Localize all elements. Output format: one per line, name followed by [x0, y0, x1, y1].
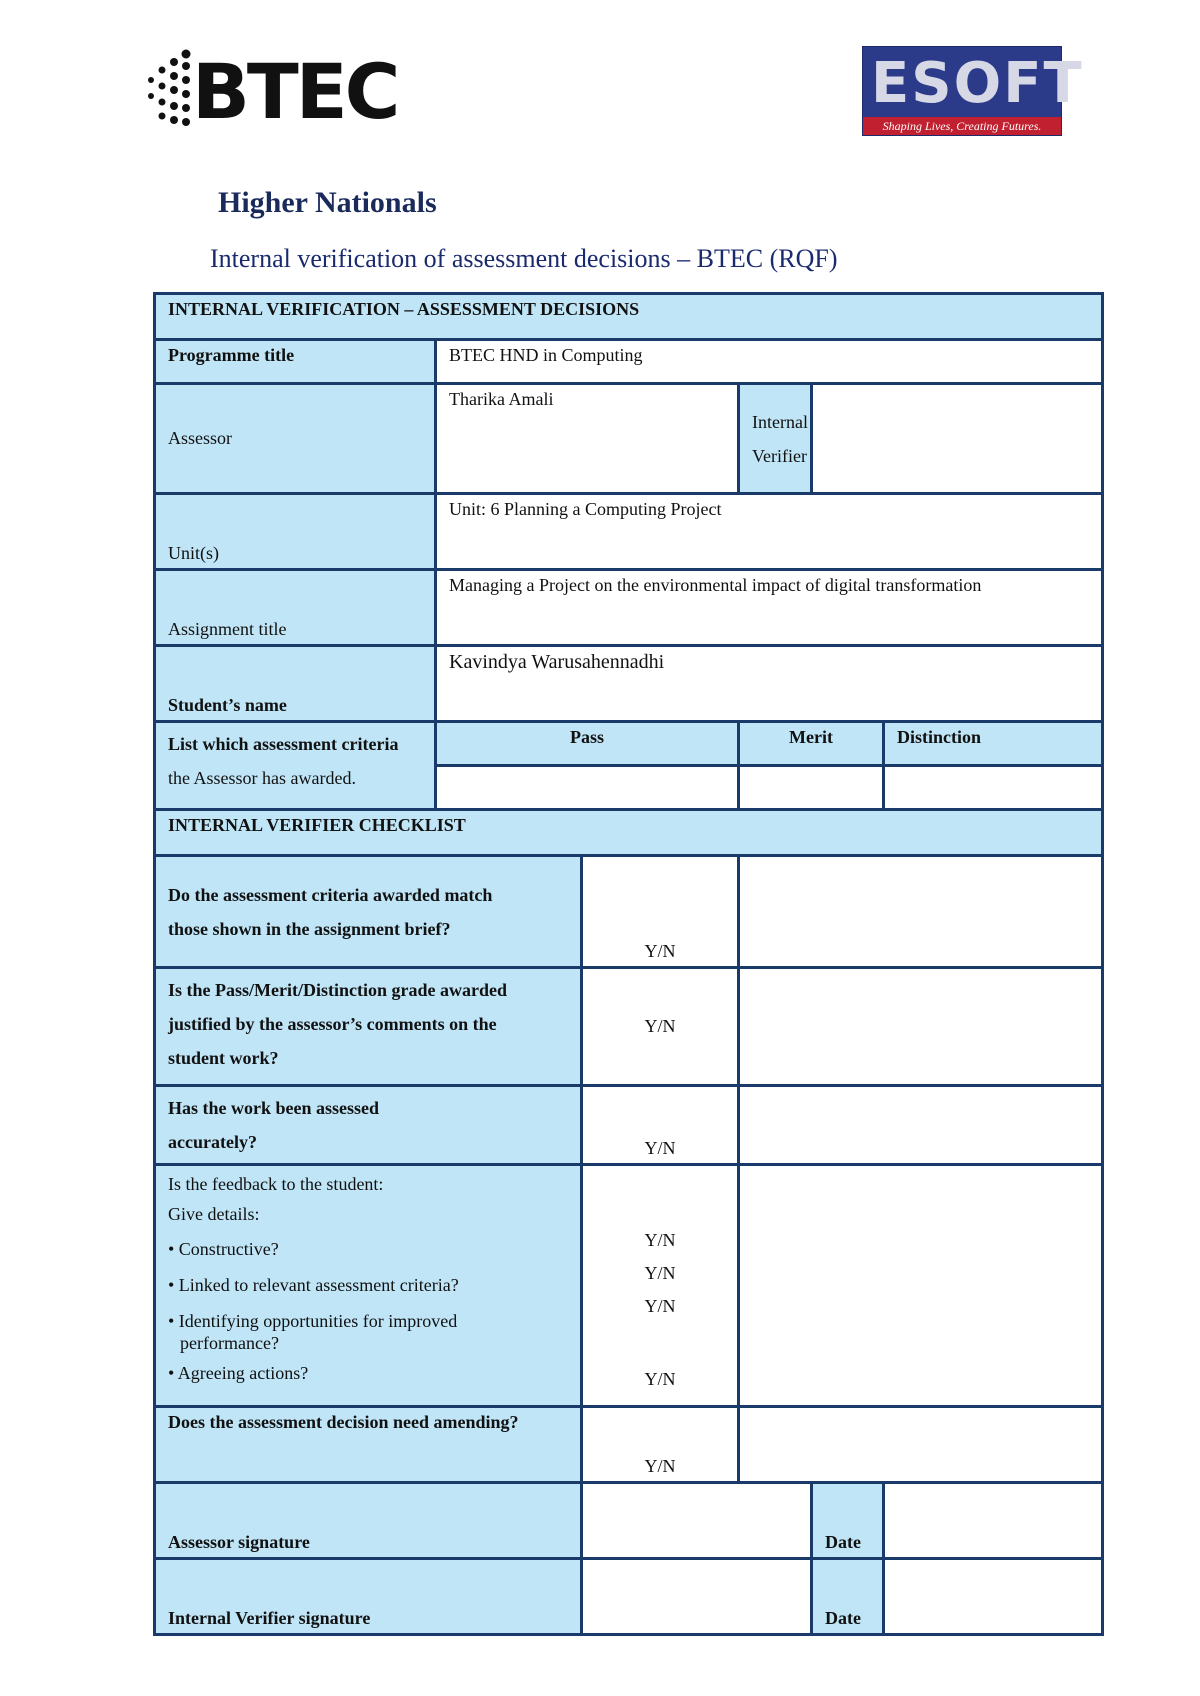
- internal-verifier-date-field[interactable]: [884, 1559, 1103, 1635]
- pass-header: Pass: [436, 722, 739, 766]
- checklist-q2-line2: justified by the assessor’s comments on the: [168, 1014, 497, 1034]
- checklist-q1-comments: [739, 856, 1103, 968]
- distinction-header: Distinction: [884, 722, 1103, 766]
- internal-verifier-label: [739, 384, 812, 494]
- esoft-tagline: Shaping Lives, Creating Futures.: [863, 117, 1061, 135]
- checklist-q4-bullet-identifying-cont: performance?: [180, 1333, 279, 1353]
- section-header-assessment-decisions: INTERNAL VERIFICATION – ASSESSMENT DECISIONS: [155, 294, 1103, 340]
- checklist-q2-label: [155, 968, 582, 1086]
- checklist-q4-bullet-identifying: • Identifying opportunities for improved: [168, 1311, 458, 1331]
- internal-verifier-signature-label: Internal Verifier signature: [155, 1559, 582, 1635]
- assignment-title-value: Managing a Project on the environmental impact of digital transformation: [436, 570, 1103, 646]
- checklist-q5-yn: Y/N: [582, 1407, 739, 1483]
- criteria-awarded-label: [155, 722, 436, 810]
- esoft-logo: [862, 46, 1084, 136]
- internal-verifier-label-line2: Verifier: [752, 445, 807, 466]
- checklist-q4-bullet-agreeing: • Agreeing actions?: [168, 1363, 309, 1383]
- checklist-q1-label: [155, 856, 582, 968]
- assessor-signature-label: Assessor signature: [155, 1483, 582, 1559]
- assessor-label: Assessor: [155, 384, 436, 494]
- assessor-signature-field[interactable]: [582, 1483, 812, 1559]
- checklist-q2-comments: [739, 968, 1103, 1086]
- checklist-q4-bullet-linked: • Linked to relevant assessment criteria?: [168, 1275, 459, 1295]
- checklist-q4-yn-agreeing: Y/N: [644, 1369, 676, 1389]
- checklist-q3-label: [155, 1086, 582, 1165]
- checklist-q3-line2: accurately?: [168, 1132, 257, 1152]
- unit-value: Unit: 6 Planning a Computing Project: [436, 494, 1103, 570]
- merit-criteria-value: [739, 766, 884, 810]
- merit-header: Merit: [739, 722, 884, 766]
- esoft-wordmark: ESOFT: [871, 51, 1084, 116]
- checklist-q3-line1: Has the work been assessed: [168, 1098, 380, 1118]
- assessor-date-label: Date: [812, 1483, 884, 1559]
- student-name-label: Student’s name: [155, 646, 436, 722]
- checklist-q1-line2: those shown in the assignment brief?: [168, 918, 451, 939]
- checklist-q4-yn-linked: Y/N: [644, 1263, 676, 1283]
- criteria-awarded-label-line2: the Assessor has awarded.: [168, 768, 356, 788]
- checklist-q5-comments: [739, 1407, 1103, 1483]
- checklist-q4-bullet-constructive: • Constructive?: [168, 1239, 279, 1259]
- checklist-q4-comments: [739, 1165, 1103, 1407]
- distinction-criteria-value: [884, 766, 1103, 810]
- programme-title-label: Programme title: [155, 340, 436, 384]
- assessor-value: Tharika Amali: [436, 384, 739, 494]
- internal-verifier-date-label: Date: [812, 1559, 884, 1635]
- checklist-q4-yn-constructive: Y/N: [644, 1230, 676, 1250]
- btec-wordmark: BTEC: [192, 47, 398, 136]
- checklist-q3-comments: [739, 1086, 1103, 1165]
- internal-verifier-value: [812, 384, 1103, 494]
- checklist-q2-line3: student work?: [168, 1048, 279, 1068]
- assignment-title-label: Assignment title: [155, 570, 436, 646]
- programme-title-value: BTEC HND in Computing: [436, 340, 1103, 384]
- checklist-q4-label: [155, 1165, 582, 1407]
- verification-form: [153, 292, 1104, 1636]
- checklist-q4-give-details: Give details:: [168, 1204, 260, 1224]
- page-subtitle: Internal verification of assessment decisions – BTEC (RQF): [210, 244, 838, 273]
- checklist-q4-yn-group: [582, 1165, 739, 1407]
- section-header-checklist: INTERNAL VERIFIER CHECKLIST: [155, 810, 1103, 856]
- checklist-q5-label: Does the assessment decision need amending?: [155, 1407, 582, 1483]
- btec-logo: [146, 46, 406, 138]
- btec-dots-icon: [146, 48, 194, 130]
- checklist-q1-yn: Y/N: [582, 856, 739, 968]
- internal-verifier-signature-field[interactable]: [582, 1559, 812, 1635]
- pass-criteria-value: [436, 766, 739, 810]
- assessor-date-field[interactable]: [884, 1483, 1103, 1559]
- checklist-q4-yn-identifying: Y/N: [644, 1296, 676, 1316]
- criteria-awarded-label-line1: List which assessment criteria: [168, 734, 399, 754]
- student-name-value: Kavindya Warusahennadhi: [436, 646, 1103, 722]
- checklist-q4-title: Is the feedback to the student:: [168, 1174, 384, 1194]
- checklist-q2-yn: Y/N: [582, 968, 739, 1086]
- unit-label: Unit(s): [155, 494, 436, 570]
- checklist-q2-line1: Is the Pass/Merit/Distinction grade awarded: [168, 980, 507, 1000]
- internal-verifier-label-line1: Internal: [752, 411, 808, 432]
- page-title: Higher Nationals: [218, 186, 437, 219]
- checklist-q3-yn: Y/N: [582, 1086, 739, 1165]
- checklist-q1-line1: Do the assessment criteria awarded match: [168, 884, 493, 905]
